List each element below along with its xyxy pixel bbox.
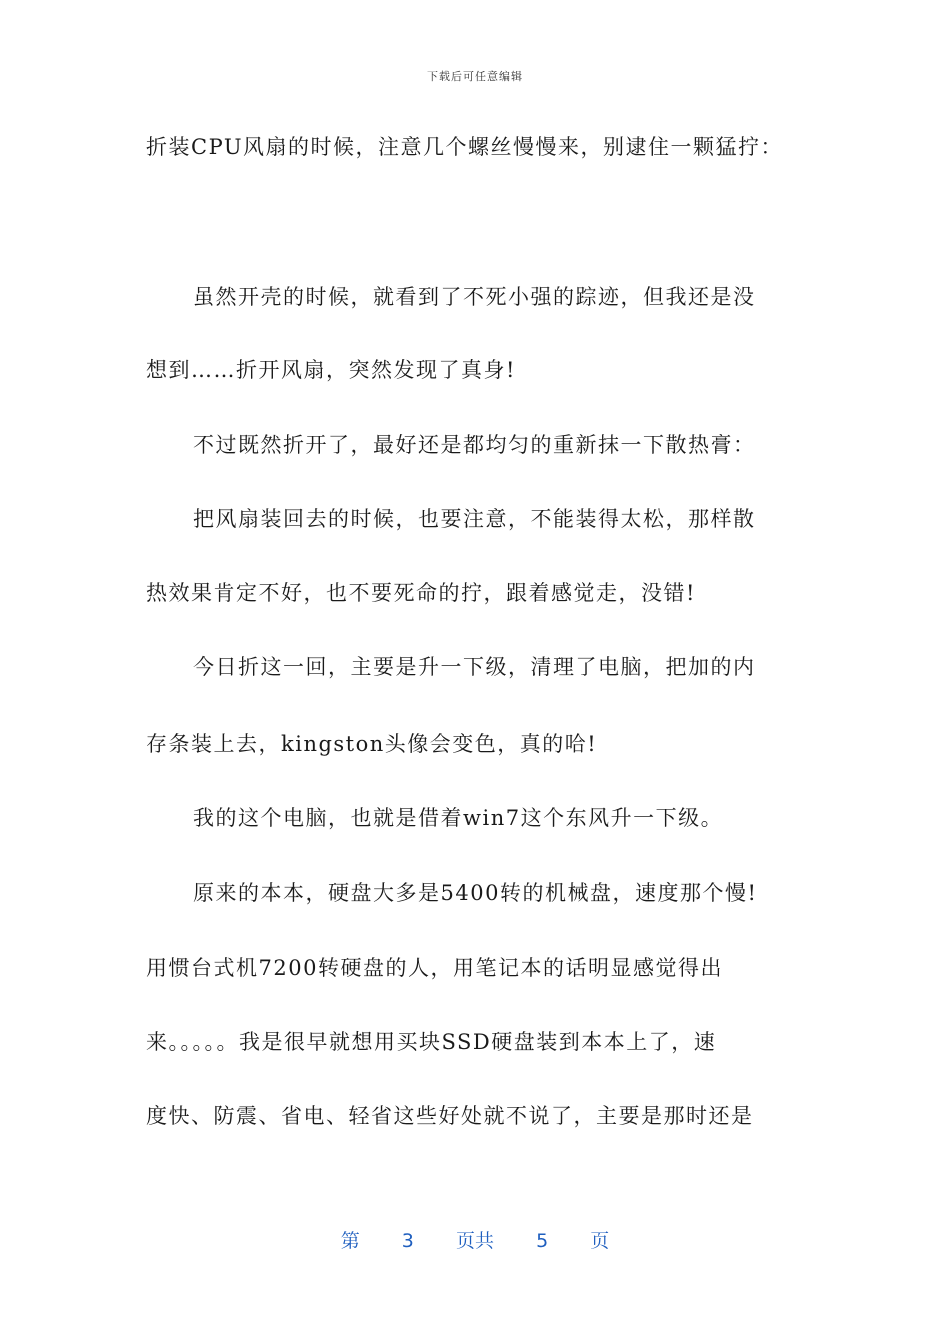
body-line: 想到……折开风扇，突然发现了真身!: [146, 358, 516, 382]
current-page-number: 3: [401, 1230, 414, 1252]
total-pages-number: 5: [536, 1230, 549, 1252]
body-line: 我的这个电脑，也就是借着win7这个东风升一下级。: [193, 806, 724, 830]
page-label-mid: 页共: [455, 1230, 494, 1252]
body-line: 热效果肯定不好，也不要死命的拧，跟着感觉走，没错!: [146, 581, 696, 605]
body-line: 虽然开壳的时候，就看到了不死小强的踪迹，但我还是没: [193, 285, 756, 309]
header-note: 下载后可任意编辑: [427, 70, 523, 83]
page-number-footer: [0, 1226, 950, 1253]
body-line: 原来的本本，硬盘大多是5400转的机械盘，速度那个慢!: [193, 881, 758, 905]
body-line: 不过既然折开了，最好还是都均匀的重新抹一下散热膏：: [193, 433, 756, 457]
body-line: 把风扇装回去的时候，也要注意，不能装得太松，那样散: [193, 507, 756, 531]
body-line: 折装CPU风扇的时候，注意几个螺丝慢慢来，别逮住一颗猛拧：: [146, 135, 784, 159]
body-line: 今日折这一回，主要是升一下级，清理了电脑，把加的内: [193, 655, 756, 679]
body-line: 用惯台式机7200转硬盘的人，用笔记本的话明显感觉得出: [146, 956, 723, 980]
body-line: 存条装上去，kingston头像会变色，真的哈!: [146, 732, 598, 756]
page-label-prefix: 第: [340, 1230, 360, 1252]
body-line: 度快、防震、省电、轻省这些好处就不说了，主要是那时还是: [146, 1104, 754, 1128]
page-label-suffix: 页: [590, 1230, 610, 1252]
body-line: 来。。。。。我是很早就想用买块SSD硬盘装到本本上了，速: [146, 1030, 717, 1054]
